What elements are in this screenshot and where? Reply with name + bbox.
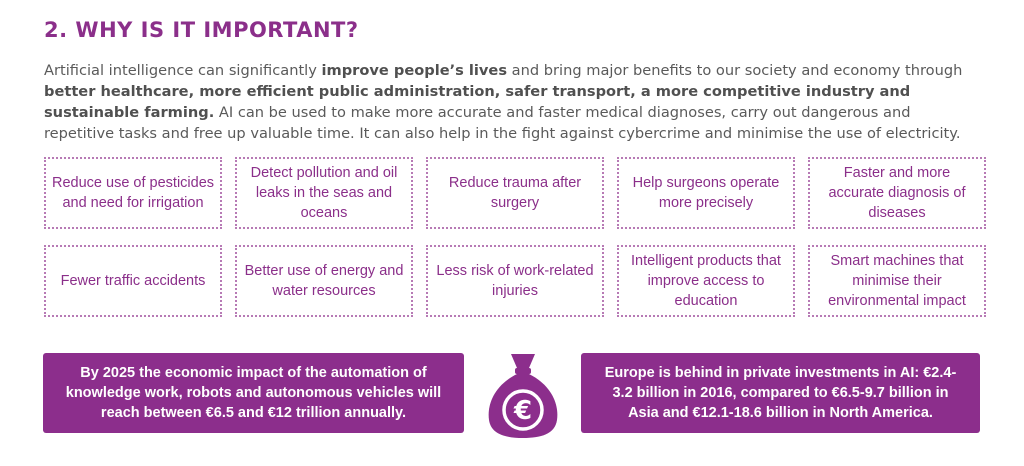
benefit-label: Reduce use of pesticides and need for irrigation (52, 175, 215, 211)
benefit-label: Intelligent products that improve access to education (631, 253, 781, 309)
benefits-grid (44, 157, 990, 325)
benefit-label: Smart machines that minimise their environmental impact (828, 253, 966, 309)
intro-bold-1: improve people’s lives (321, 62, 508, 79)
section-title: 2. WHY IS IT IMPORTANT? (44, 18, 359, 42)
intro-text-2: and bring major benefits to our society and economy through (507, 62, 963, 79)
benefit-label: Faster and more accurate diagnosis of diseases (828, 165, 966, 221)
benefit-box (44, 157, 222, 229)
benefit-box (235, 245, 413, 317)
benefit-label: Better use of energy and water resources (244, 263, 404, 299)
benefit-box (426, 157, 604, 229)
benefit-box (235, 157, 413, 229)
benefit-box (426, 245, 604, 317)
investment-text: Europe is behind in private investments in AI: €2.4-3.2 billion in 2016, compared to €6.5-9.7 billion in Asia and €12.1-18.6 billion in North America. (604, 365, 957, 421)
benefit-label: Reduce trauma after surgery (448, 175, 582, 211)
euro-money-bag-icon (483, 350, 563, 440)
benefit-box (808, 245, 986, 317)
benefit-box (808, 157, 986, 229)
intro-text-1: Artificial intelligence can significantly (44, 62, 322, 79)
economic-impact-panel (43, 353, 464, 433)
intro-bold-2: better healthcare, more efficient public administration, safer transport, a more competitive industry and sustainable farming. (44, 83, 911, 121)
benefit-label: Help surgeons operate more precisely (632, 175, 780, 211)
euro-symbol: € (513, 396, 533, 426)
benefit-box (617, 245, 795, 317)
benefit-label: Less risk of work-related injuries (436, 263, 594, 299)
benefit-box (44, 245, 222, 317)
intro-text-3: AI can be used to make more accurate and faster medical diagnoses, carry out dangerous and repetitive tasks and free up valuable time. It can also help in the fight against cybercrime and minimise the use of electricity. (44, 104, 961, 142)
economic-impact-text: By 2025 the economic impact of the automation of knowledge work, robots and autonomous vehicles will reach between €6.5 and €12 trillion annually. (65, 365, 442, 421)
benefit-label: Detect pollution and oil leaks in the seas and oceans (250, 165, 398, 221)
investment-panel (581, 353, 980, 433)
benefit-label: Fewer traffic accidents (60, 273, 206, 289)
intro-paragraph (44, 60, 984, 144)
benefit-box (617, 157, 795, 229)
